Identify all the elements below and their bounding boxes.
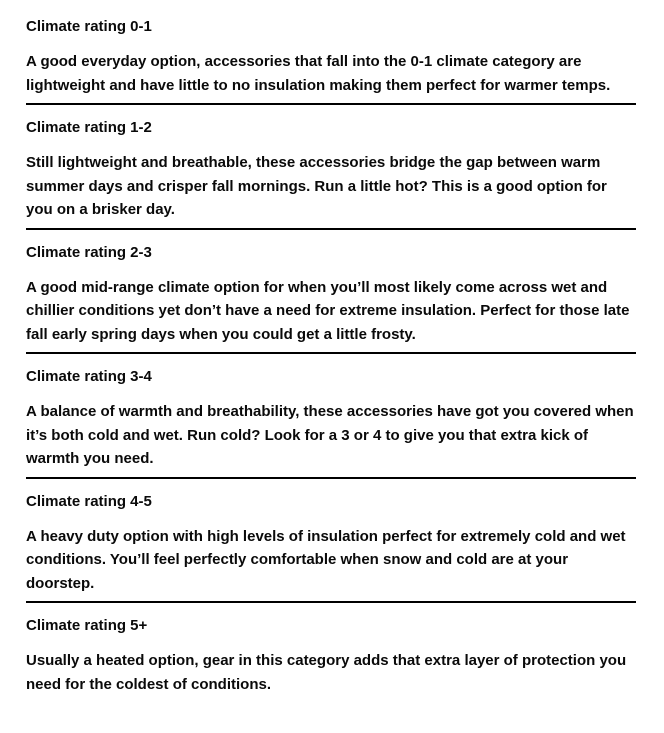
climate-section-5-plus xyxy=(26,616,636,696)
section-body: A good everyday option, accessories that fall into the 0-1 climate category are lightweight and have little to no insulation making them perfect for warmer temps. xyxy=(26,53,611,94)
section-divider xyxy=(26,601,636,603)
section-body: Usually a heated option, gear in this category adds that extra layer of protection you need for the coldest of conditions. xyxy=(26,652,627,693)
climate-section-2-3 xyxy=(26,243,636,355)
section-body: A balance of warmth and breathability, these accessories have got you covered when it’s both cold and wet. Run cold? Look for a 3 or 4 to give you that extra kick of warmth you need. xyxy=(26,403,634,467)
section-heading: Climate rating 0-1 xyxy=(26,18,152,35)
section-body: A heavy duty option with high levels of insulation perfect for extremely cold and wet conditions. You’ll feel perfectly comfortable when snow and cold are at your doorstep. xyxy=(26,527,626,592)
section-body: A good mid-range climate option for when you’ll most likely come across wet and chillier conditions yet don’t have a need for extreme insulation. Perfect for those late fall early spring days when you could get a little frosty. xyxy=(26,278,630,343)
section-divider xyxy=(26,352,636,354)
section-heading: Climate rating 1-2 xyxy=(26,119,152,136)
section-divider xyxy=(26,103,636,105)
section-heading: Climate rating 3-4 xyxy=(26,368,152,385)
section-heading: Climate rating 4-5 xyxy=(26,492,152,510)
section-divider xyxy=(26,228,636,230)
climate-section-0-1 xyxy=(26,17,636,105)
section-body: Still lightweight and breathable, these accessories bridge the gap between warm summer days and crisper fall mornings. Run a little hot? This is a good option for you on a brisker day. xyxy=(26,154,607,218)
climate-section-3-4 xyxy=(26,367,636,479)
section-heading: Climate rating 2-3 xyxy=(26,243,152,261)
section-divider xyxy=(26,477,636,479)
climate-section-1-2 xyxy=(26,118,636,230)
climate-section-4-5 xyxy=(26,492,636,604)
section-heading: Climate rating 5+ xyxy=(26,617,148,634)
